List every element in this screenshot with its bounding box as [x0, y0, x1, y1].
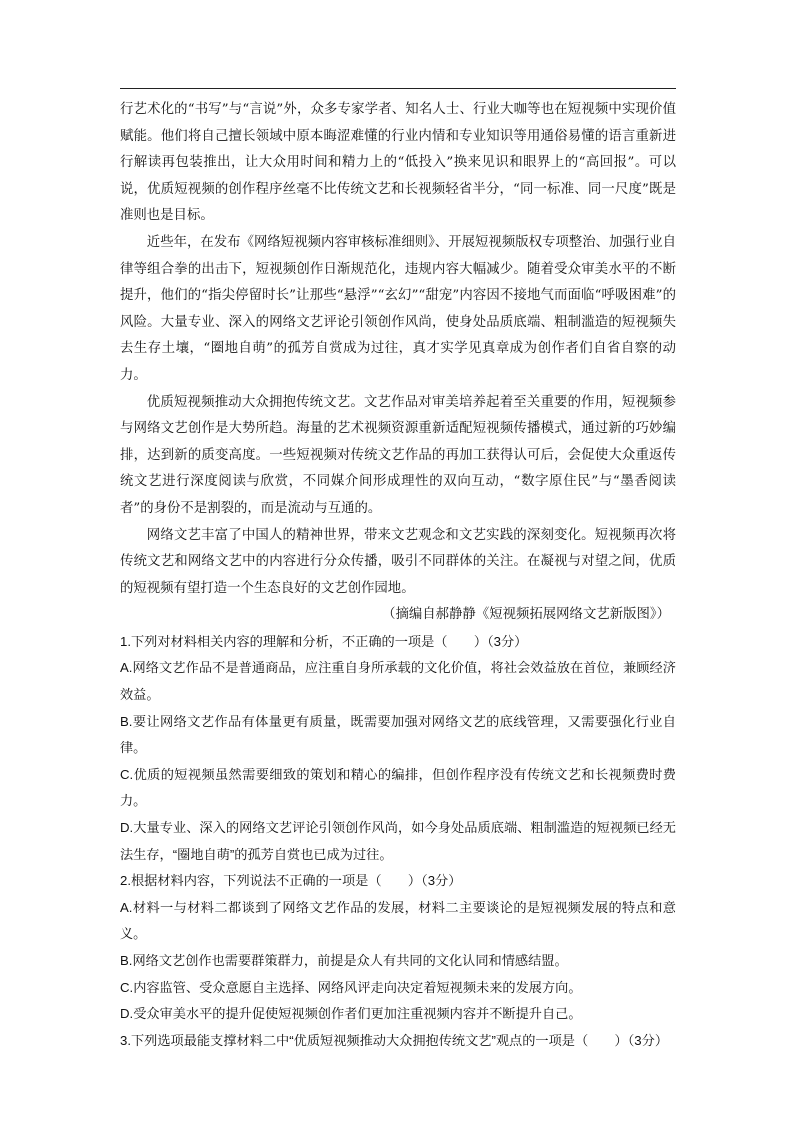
question-3 [120, 1028, 676, 1055]
question-1-option-b: B.要让网络文艺作品有体量更有质量，既需要加强对网络文艺的底线管理，又需要强化行业自律。 [120, 713, 676, 756]
article-paragraph-2: 近些年，在发布《网络短视频内容审核标准细则》、开展短视频版权专项整治、加强行业自律等组合拳的出击下，短视频创作日渐规范化，违规内容大幅减少。随着受众审美水平的不断提升，他们的“指尖停留时长”让那些“悬浮”“玄幻”“甜宠”内容因不接地气而面临“呼吸困难”的风险。大量专业、深入的网络文艺评论引领创作风尚，使身处品质底端、粗制滥造的短视频失去生存土壤，“圈地自萌”的孤芳自赏成为过往，真才实学见真章成为创作者们自省自察的动力。 [120, 234, 676, 383]
article-paragraph-3: 优质短视频推动大众拥抱传统文艺。文艺作品对审美培养起着至关重要的作用，短视频参与网络文艺创作是大势所趋。海量的艺术视频资源重新适配短视频传播模式，通过新的巧妙编排，达到新的质变高度。一些短视频对传统文艺作品的再加工获得认可后，会促使大众重返传统文艺进行深度阅读与欣赏，不同媒介间形成理性的双向互动，“数字原住民”与“墨香阅读者”的身份不是割裂的，而是流动与互通的。 [120, 394, 676, 516]
question-2-option-c: C.内容监管、受众意愿自主选择、网络风评走向决定着短视频未来的发展方向。 [120, 979, 582, 995]
question-1-option-a: A.网络文艺作品不是普通商品，应注重自身所承载的文化价值，将社会效益放在首位，兼顾经济效益。 [120, 660, 676, 703]
question-2-stem: 2.根据材料内容，下列说法不正确的一项是（ ）（3分） [120, 873, 462, 889]
question-2-option-d: D.受众审美水平的提升促使短视频创作者们更加注重视频内容并不断提升自己。 [120, 1006, 582, 1022]
question-1-stem: 1.下列对材料相关内容的理解和分析，不正确的一项是（ ）（3分） [120, 633, 528, 649]
question-3-stem: 3.下列选项最能支撑材料二中“优质短视频推动大众拥抱传统文艺”观点的一项是（ ）（3分） [120, 1032, 669, 1048]
question-2-option-a: A.材料一与材料二都谈到了网络文艺作品的发展，材料二主要谈论的是短视频发展的特点和意义。 [120, 899, 676, 942]
article-source: （摘编自郝静静《短视频拓展网络文艺新版图》） [382, 607, 670, 623]
header-rule [120, 88, 676, 89]
document-body [120, 97, 676, 1054]
question-1-option-c: C.优质的短视频虽然需要细致的策划和精心的编排，但创作程序没有传统文艺和长视频费时费力。 [120, 766, 676, 809]
question-1-option-d: D.大量专业、深入的网络文艺评论引领创作风尚，如今身处品质底端、粗制滥造的短视频已经无法生存，“圈地自萌”的孤芳自赏也已成为过往。 [120, 820, 676, 862]
article-paragraph-4: 网络文艺丰富了中国人的精神世界，带来文艺观念和文艺实践的深刻变化。短视频再次将传统文艺和网络文艺中的内容进行分众传播，吸引不同群体的关注。在凝视与对望之间，优质的短视频有望打造一个生态良好的文艺创作园地。 [120, 527, 676, 596]
question-2-option-b: B.网络文艺创作也需要群策群力，前提是众人有共同的文化认同和情感结盟。 [120, 953, 568, 968]
article-paragraph-1: 行艺术化的“书写”与“言说”外，众多专家学者、知名人士、行业大咖等也在短视频中实现价值赋能。他们将自己擅长领域中原本晦涩难懂的行业内情和专业知识等用通俗易懂的语言重新进行解读再包装推出，让大众用时间和精力上的“低投入”换来见识和眼界上的“高回报”。可以说，优质短视频的创作程序丝毫不比传统文艺和长视频轻省半分，“同一标准、同一尺度”既是准则也是目标。 [120, 102, 676, 224]
question-2 [120, 868, 676, 1028]
question-1 [120, 629, 676, 868]
